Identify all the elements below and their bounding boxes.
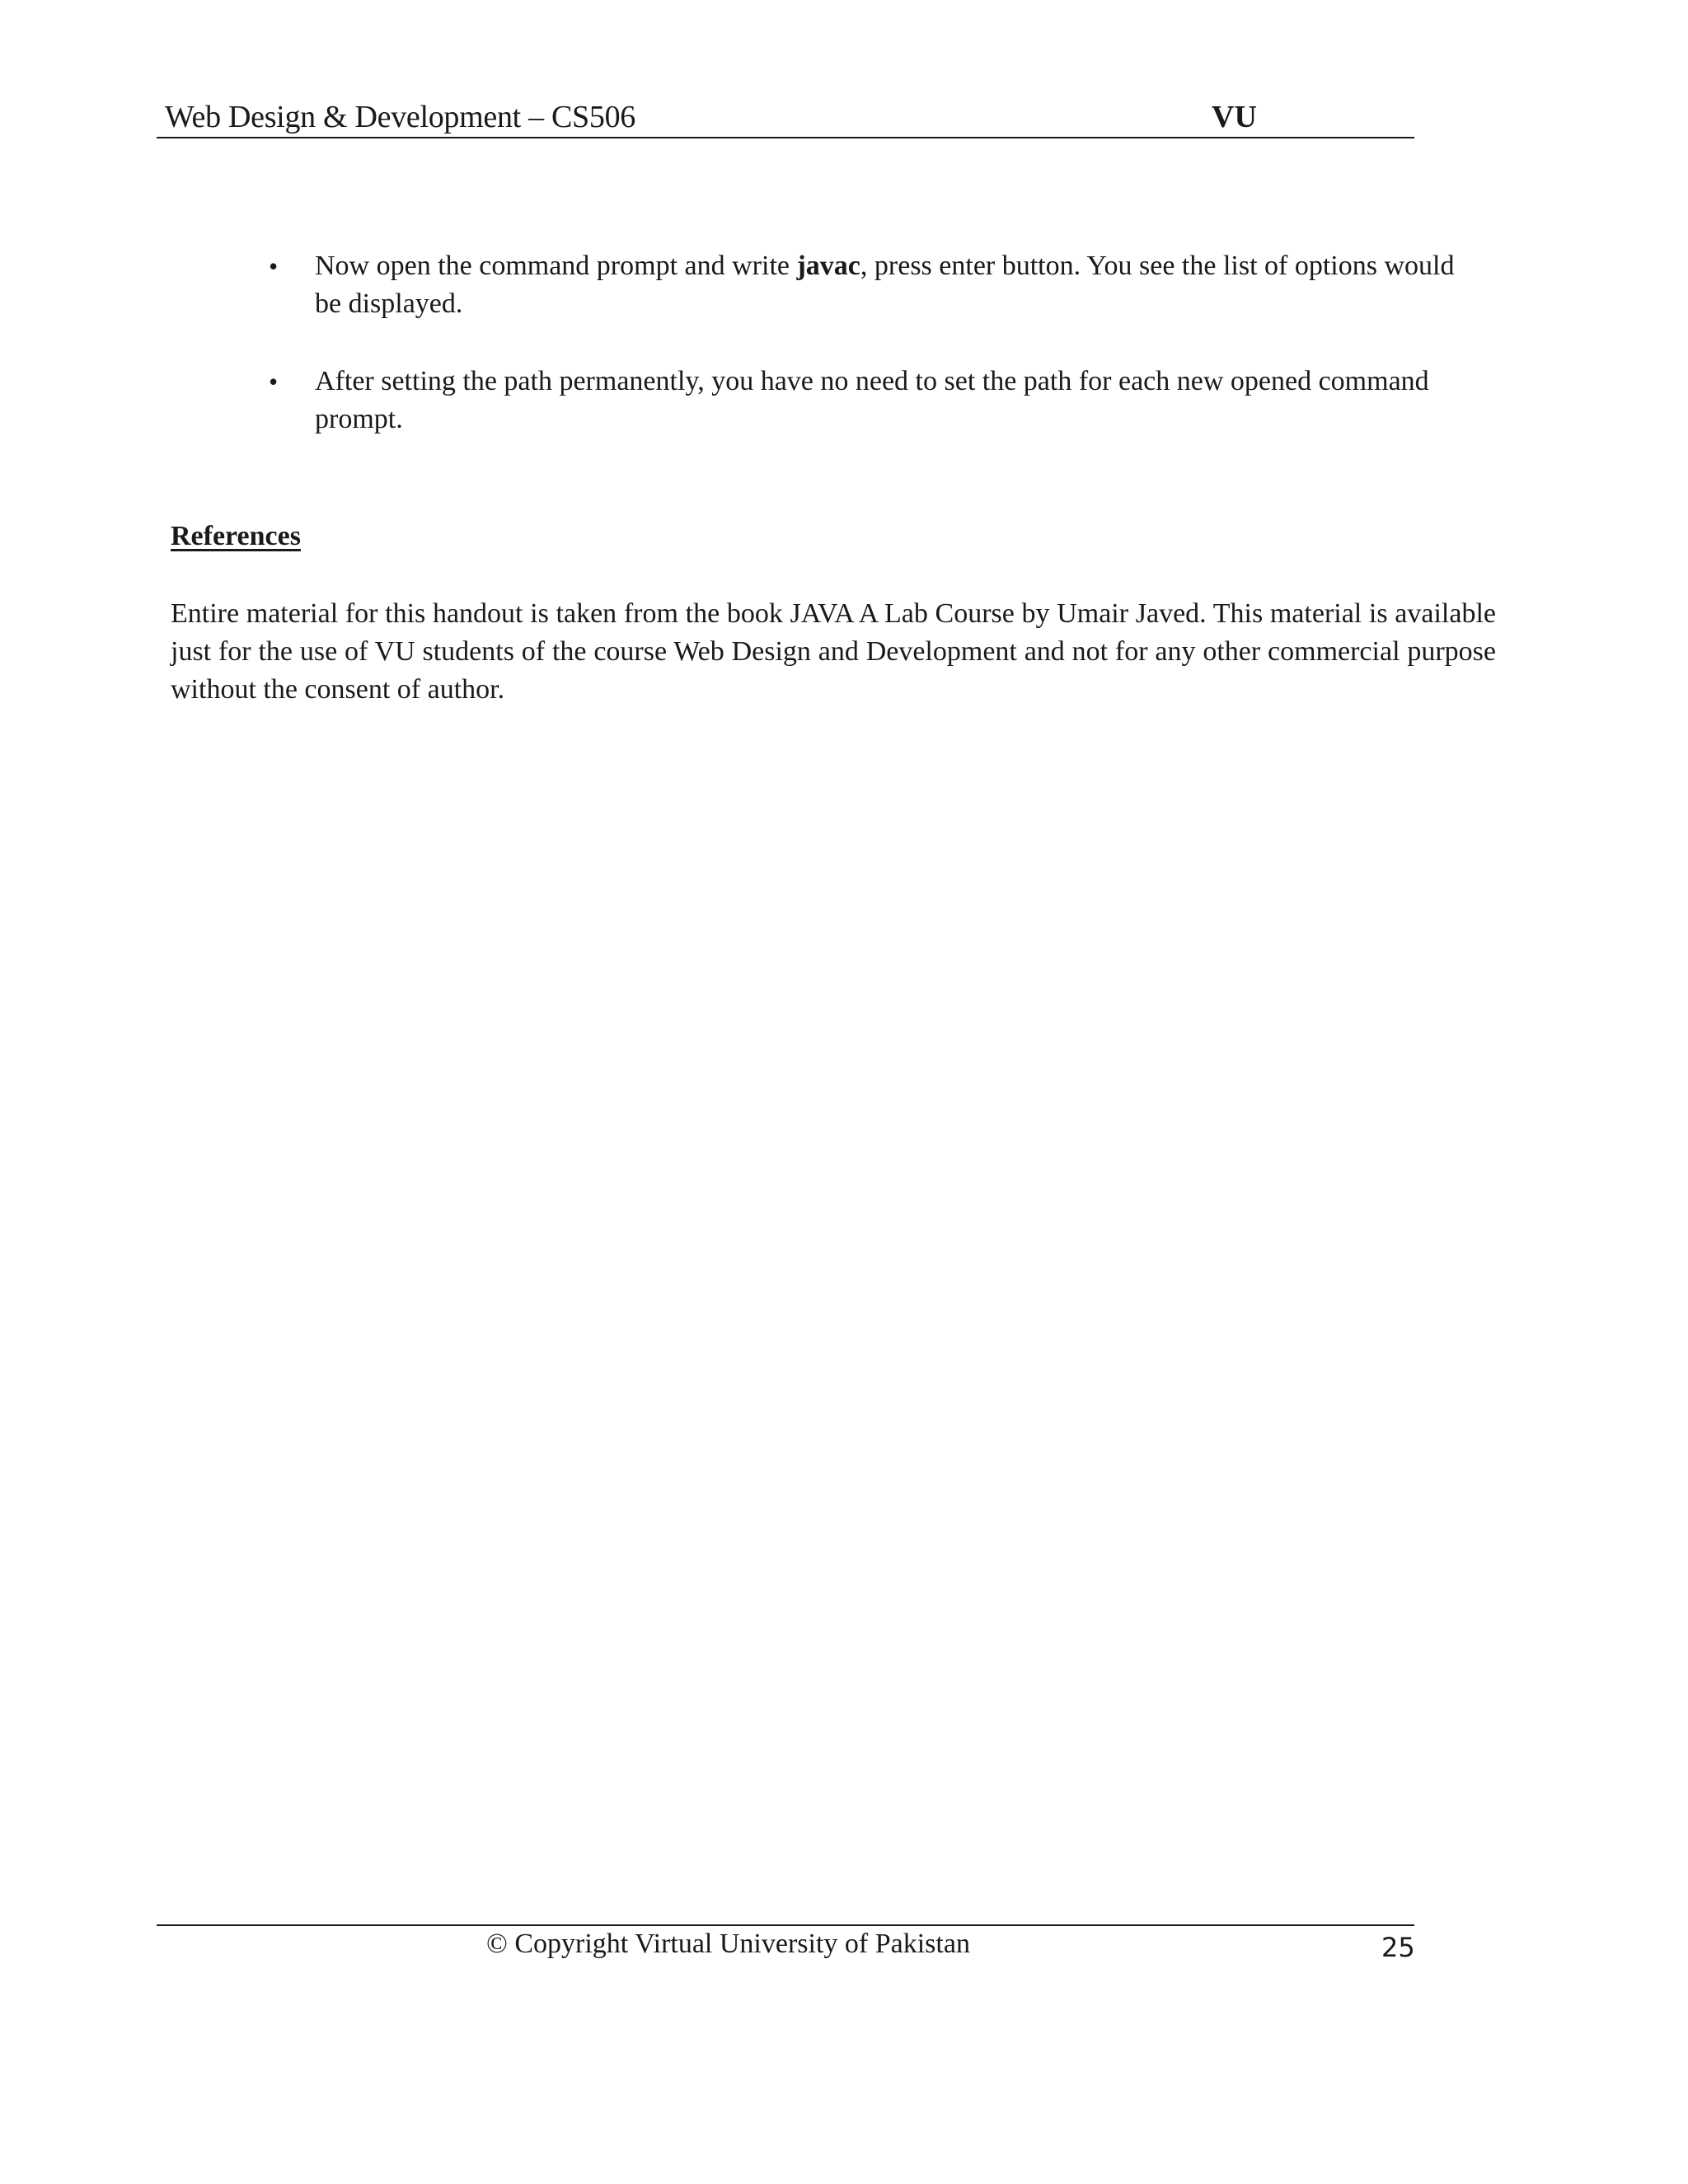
page-number: 25: [1381, 1932, 1415, 1963]
header-title: Web Design & Development – CS506: [165, 100, 635, 134]
bullet-text-start: After setting the path permanently, you have no need to set the path for each new opened command prompt.: [315, 366, 1429, 434]
list-item: [269, 363, 1464, 438]
bullet-text: [315, 363, 1464, 438]
page-header: [157, 97, 1414, 138]
bullet-icon: •: [269, 251, 279, 281]
bullet-text-end: , press enter button. You see the list of options would be displayed.: [315, 251, 1455, 319]
instruction-bullet-list: [269, 247, 1464, 478]
list-item: [269, 247, 1464, 323]
footer-copyright: © Copyright Virtual University of Pakistan: [486, 1929, 970, 1959]
bullet-command-bold: javac: [796, 251, 860, 281]
references-paragraph: Entire material for this handout is taken from the book JAVA A Lab Course by Umair Javed. This material is available just for the use of VU students of the course Web Design and Development and not for any other commercial purpose without the consent of author.: [171, 598, 1496, 705]
bullet-text-start: Now open the command prompt and write: [315, 251, 797, 281]
bullet-text: [315, 247, 1464, 323]
references-heading: References: [171, 521, 301, 551]
bullet-icon: •: [269, 367, 279, 396]
header-institution-mark: VU: [1212, 100, 1257, 134]
footer-divider: [157, 1924, 1414, 1926]
